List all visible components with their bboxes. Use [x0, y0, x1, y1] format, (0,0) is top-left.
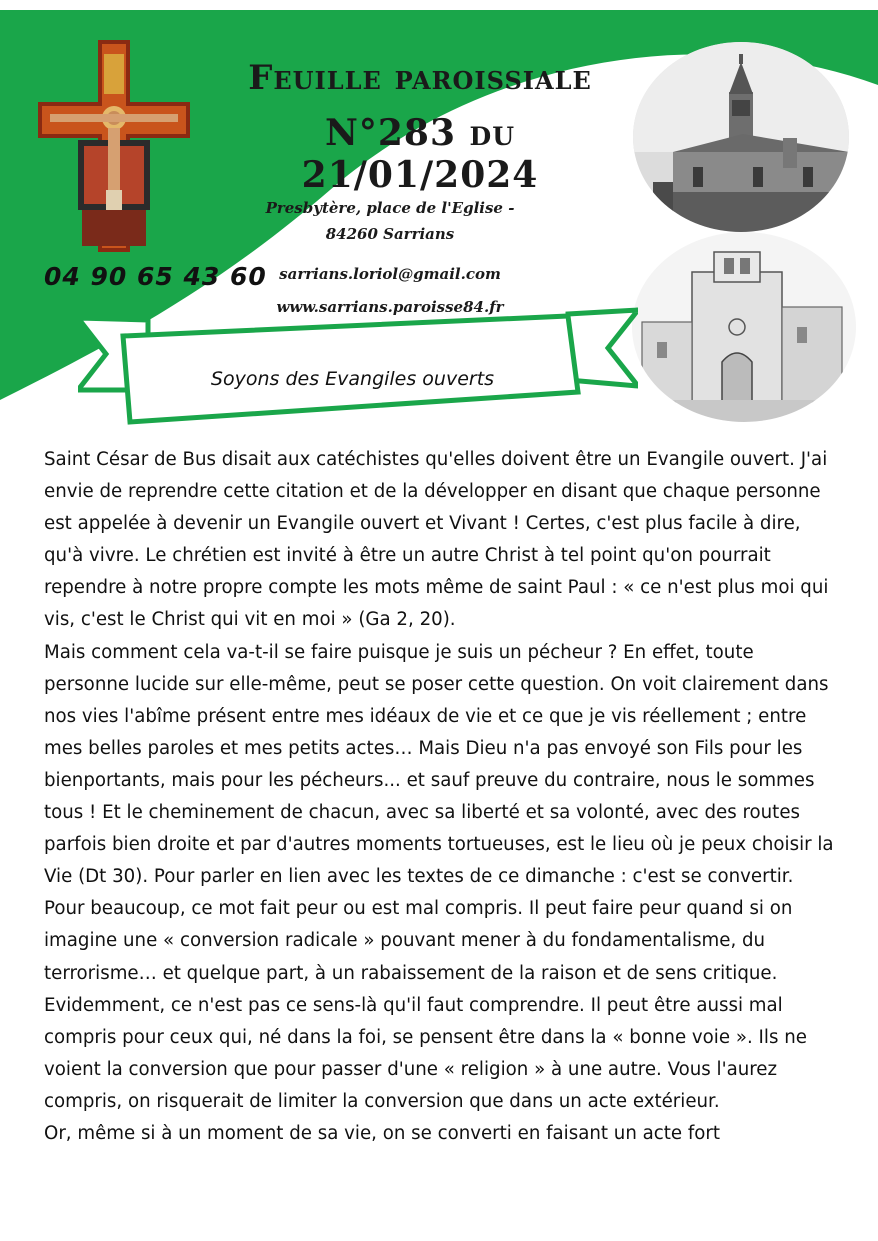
church-drawing	[632, 232, 856, 422]
website-link[interactable]: www.sarrians.paroisse84.fr	[276, 298, 504, 316]
church-photo	[633, 42, 849, 232]
address-line-1: Presbytère, place de l'Eglise -	[265, 199, 515, 217]
phone-number: 04 90 65 43 60	[44, 262, 267, 291]
article-paragraph-4: Or, même si à un moment de sa vie, on se converti en faisant un acte fort	[44, 1122, 721, 1144]
article-paragraph-2: Mais comment cela va-t-il se faire puisque je suis un pécheur ? En effet, toute personne lucide sur elle-même, peut se poser cette question. On voit clairement dans nos vies l'abîme présent entre mes idéaux de vie et ce que je vis réellement ; entre mes belles paroles et mes petits actes… Mais Dieu n'a pas envoyé son Fils pour les bienportants, mais pour les pécheurs... et sauf preuve du contraire, nous le sommes tous ! Et le cheminement de chacun, avec sa liberté et sa volonté, avec des routes parfois bien droite et par d'autres moments tortueuses, est le lieu où je peux choisir la Vie (Dt 30). Pour parler en lien avec les textes de ce dimanche : c'est se convertir.	[44, 641, 834, 888]
bulletin-issue-number: N°283 du 21/01/2024	[301, 112, 539, 196]
article-paragraph-1: Saint César de Bus disait aux catéchistes qu'elles doivent être un Evangile ouvert. J'ai envie de reprendre cette citation et de la développer en disant que chaque personne est appelée à devenir un Evangile ouvert et Vivant ! Certes, c'est plus facile à dire, qu'à vivre. Le chrétien est invité à être un autre Christ à tel point qu'on pourrait rependre à notre propre compte les mots même de saint Paul : « ce n'est plus moi qui vis, c'est le Christ qui vit en moi » (Ga 2, 20).	[44, 449, 829, 631]
san-damiano-cross-icon	[38, 40, 190, 252]
email-address[interactable]: sarrians.loriol@gmail.com	[279, 265, 501, 283]
article-paragraph-3: Pour beaucoup, ce mot fait peur ou est mal compris. Il peut faire peur quand si on imagine une « conversion radicale » pouvant mener à du fondamentalisme, du terrorisme… et quelque part, à un rabaissement de la raison et de sens critique. Evidemment, ce n'est pas ce sens-là qu'il faut comprendre. Il peut être aussi mal compris pour ceux qui, né dans la foi, se pensent être dans la « bonne voie ». Ils ne voient la conversion que pour passer d'une « religion » à une autre. Vous l'aurez compris, on risquerait de limiter la conversion que dans un acte extérieur.	[44, 898, 807, 1112]
banner-headline: Soyons des Evangiles ouverts	[210, 368, 495, 390]
address-line-2: 84260 Sarrians	[325, 225, 455, 243]
bulletin-title: Feuille paroissiale	[248, 58, 592, 98]
article-body	[44, 444, 844, 1150]
